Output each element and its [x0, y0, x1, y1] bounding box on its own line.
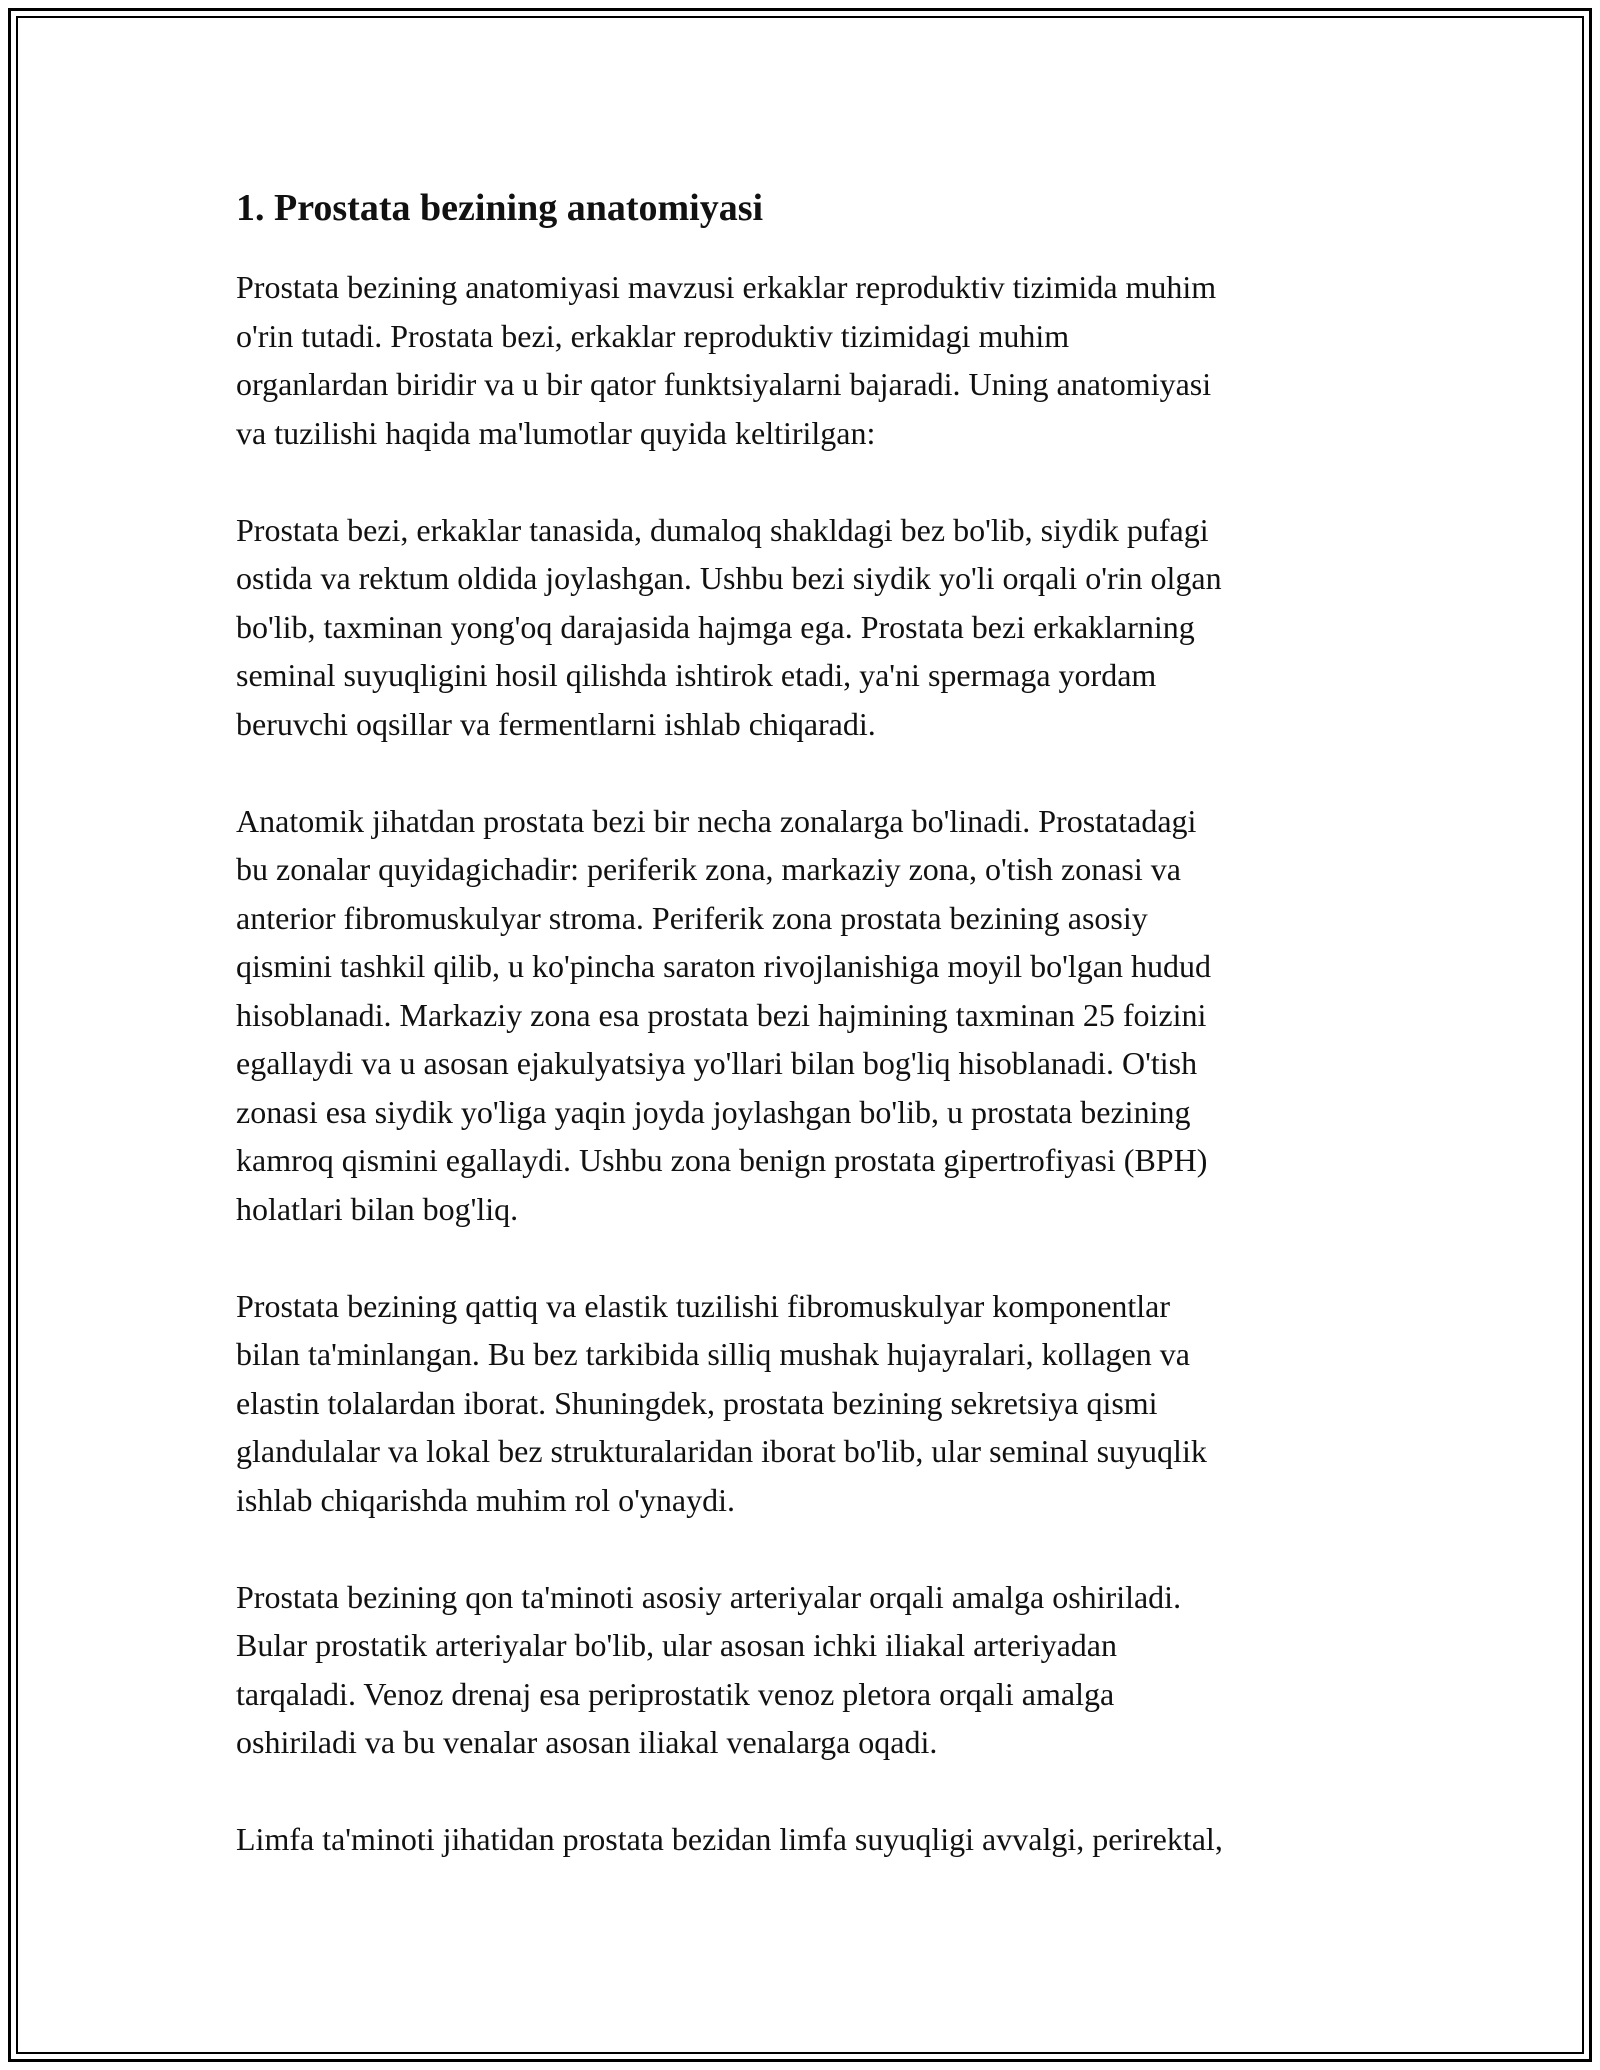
document-body — [236, 184, 1386, 1912]
paragraph-line: ishlab chiqarishda muhim rol o'ynaydi. — [236, 1481, 736, 1518]
paragraph-line: seminal suyuqligini hosil qilishda ishtirok etadi, ya'ni spermaga yordam — [236, 657, 1157, 694]
paragraph-line: Prostata bezining qattiq va elastik tuzilishi fibromuskulyar komponentlar — [236, 1287, 1171, 1324]
paragraph-line: ostida va rektum oldida joylashgan. Ushbu bezi siydik yo'li orqali o'rin olgan — [236, 560, 1222, 597]
paragraph-line: va tuzilishi haqida ma'lumotlar quyida keltirilgan: — [236, 414, 876, 451]
paragraph-line: egallaydi va u asosan ejakulyatsiya yo'llari bilan bog'liq hisoblanadi. O'tish — [236, 1045, 1198, 1082]
paragraph-line: kamroq qismini egallaydi. Ushbu zona benign prostata gipertrofiyasi (BPH) — [236, 1142, 1208, 1179]
body-paragraph — [236, 1573, 1386, 1767]
paragraph-line: Limfa ta'minoti jihatidan prostata bezidan limfa suyuqligi avvalgi, perirektal, — [236, 1821, 1223, 1858]
paragraph-line: Prostata bezining qon ta'minoti asosiy arteriyalar orqali amalga oshiriladi. — [236, 1578, 1182, 1615]
paragraph-line: glandulalar va lokal bez strukturalaridan iborat bo'lib, ular seminal suyuqlik — [236, 1433, 1207, 1470]
paragraph-line: holatlari bilan bog'liq. — [236, 1190, 519, 1227]
paragraph-line: bilan ta'minlangan. Bu bez tarkibida silliq mushak hujayralari, kollagen va — [236, 1336, 1190, 1373]
paragraph-line: tarqaladi. Venoz drenaj esa periprostatik venoz pletora orqali amalga — [236, 1675, 1115, 1712]
paragraph-line: Prostata bezi, erkaklar tanasida, dumaloq shakldagi bez bo'lib, siydik pufagi — [236, 511, 1209, 548]
paragraph-line: qismini tashkil qilib, u ko'pincha saraton rivojlanishiga moyil bo'lgan hudud — [236, 948, 1211, 985]
paragraph-line: bu zonalar quyidagichadir: periferik zona, markaziy zona, o'tish zonasi va — [236, 851, 1181, 888]
section-heading: 1. Prostata bezining anatomiyasi — [236, 187, 764, 229]
body-paragraph — [236, 506, 1386, 749]
body-paragraph — [236, 1815, 1386, 1864]
body-paragraph — [236, 1282, 1386, 1525]
paragraph-line: Prostata bezining anatomiyasi mavzusi erkaklar reproduktiv tizimida muhim — [236, 269, 1217, 306]
paragraph-line: beruvchi oqsillar va fermentlarni ishlab chiqaradi. — [236, 705, 876, 742]
paragraph-line: Anatomik jihatdan prostata bezi bir necha zonalarga bo'linadi. Prostatadagi — [236, 802, 1197, 839]
paragraph-line: organlardan biridir va u bir qator funktsiyalarni bajaradi. Uning anatomiyasi — [236, 366, 1212, 403]
body-paragraph — [236, 263, 1386, 457]
paragraph-line: bo'lib, taxminan yong'oq darajasida hajmga ega. Prostata bezi erkaklarning — [236, 608, 1195, 645]
paragraph-line: o'rin tutadi. Prostata bezi, erkaklar reproduktiv tizimidagi muhim — [236, 317, 1070, 354]
paragraph-line: Bular prostatik arteriyalar bo'lib, ular asosan ichki iliakal arteriyadan — [236, 1627, 1117, 1664]
paragraph-list — [236, 263, 1386, 1864]
paragraph-line: elastin tolalardan iborat. Shuningdek, prostata bezining sekretsiya qismi — [236, 1384, 1158, 1421]
paragraph-line: anterior fibromuskulyar stroma. Periferik zona prostata bezining asosiy — [236, 899, 1148, 936]
paragraph-line: zonasi esa siydik yo'liga yaqin joyda joylashgan bo'lib, u prostata bezining — [236, 1093, 1191, 1130]
paragraph-line: hisoblanadi. Markaziy zona esa prostata bezi hajmining taxminan 25 foizini — [236, 996, 1207, 1033]
body-paragraph — [236, 797, 1386, 1234]
paragraph-line: oshiriladi va bu venalar asosan iliakal venalarga oqadi. — [236, 1724, 938, 1761]
